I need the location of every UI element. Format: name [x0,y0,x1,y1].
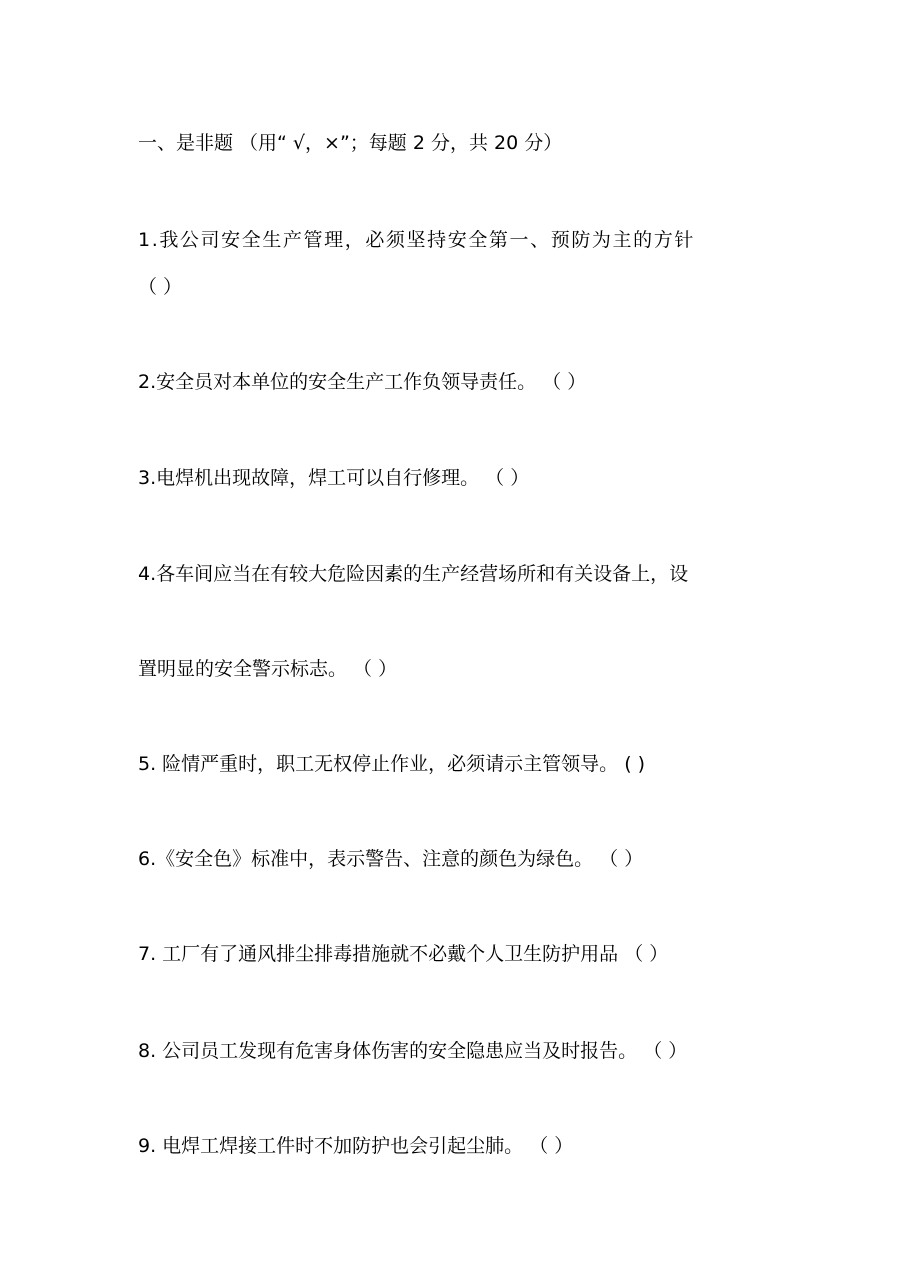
question-9: 9. 电焊工焊接工件时不加防护也会引起尘肺。 （ ） [138,1135,574,1157]
question-8: 8. 公司员工发现有危害身体伤害的安全隐患应当及时报告。 （ ） [138,1040,688,1062]
question-4: 4.各车间应当在有较大危险因素的生产经营场所和有关设备上，设 [138,563,689,585]
question-6: 6.《安全色》标准中，表示警告、注意的颜色为绿色。 （ ） [138,848,644,870]
question-5: 5. 险情严重时，职工无权停止作业，必须请示主管领导。 ( ) [138,753,646,775]
question-3: 3.电焊机出现故障，焊工可以自行修理。 （ ） [138,467,530,489]
question-2: 2.安全员对本单位的安全生产工作负领导责任。 （ ） [138,371,587,393]
question-1-continuation: （ ） [138,276,183,298]
section-heading: 一、是非题 （用“ √，×”；每题 2 分，共 20 分） [138,132,563,154]
question-7: 7. 工厂有了通风排尘排毒措施就不必戴个人卫生防护用品 （ ） [138,943,669,965]
question-4-continuation: 置明显的安全警示标志。 （ ） [138,658,398,680]
question-1: 1.我公司安全生产管理，必须坚持安全第一、预防为主的方针 [138,229,695,251]
